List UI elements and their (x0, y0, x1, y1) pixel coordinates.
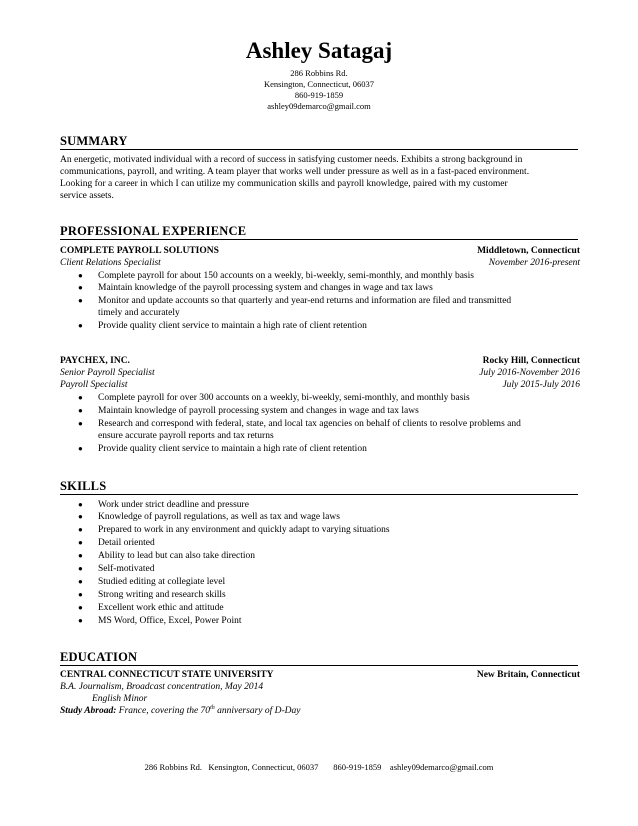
degree: B.A. Journalism, Broadcast concentration, May 2014 (60, 682, 264, 692)
job-location: Rocky Hill, Connecticut (482, 356, 580, 366)
page-footer: 286 Robbins Rd. Kensington, Connecticut, 06037 860-919-1859 ashley09demarco@gmail.com (144, 762, 494, 772)
bullet-icon: ● (78, 283, 83, 292)
job-role (60, 257, 580, 269)
bullet-icon: ● (78, 393, 83, 402)
summary-line: communications, payroll, and writing. A team player that works well under pressure as well as in a fast-paced environment. (60, 167, 530, 177)
skills-heading: SKILLS (60, 479, 107, 493)
experience-heading: PROFESSIONAL EXPERIENCE (60, 224, 247, 238)
bullet-icon: ● (78, 538, 83, 547)
bullet-icon: ● (78, 564, 83, 573)
header-city: Kensington, Connecticut, 06037 (263, 79, 374, 89)
job-header (60, 245, 580, 257)
bullet-icon: ● (78, 590, 83, 599)
job-role (60, 367, 580, 379)
minor-row (60, 693, 580, 705)
role-dates: July 2015-July 2016 (502, 380, 580, 390)
school-location: New Britain, Connecticut (476, 670, 580, 680)
study-abroad-label: Study Abroad: (60, 706, 117, 716)
summary-line: An energetic, motivated individual with a record of success in satisfying customer needs. Exhibits a strong background in (60, 155, 523, 165)
job-company: COMPLETE PAYROLL SOLUTIONS (60, 246, 219, 256)
education-rule (60, 665, 578, 666)
job-company: PAYCHEX, INC. (60, 356, 130, 366)
education-heading: EDUCATION (60, 650, 138, 664)
role-title: Senior Payroll Specialist (60, 368, 155, 378)
bullet-icon: ● (78, 525, 83, 534)
minor: English Minor (92, 694, 148, 704)
header-email: ashley09demarco@gmail.com (267, 101, 371, 111)
job-role (60, 379, 580, 391)
resume-page: Ashley Satagaj 286 Robbins Rd. Kensington, Connecticut, 06037 860-919-1859 ashley09demarco@gmail.com SUMMARY An energetic, motivated individual with a record of success in satisfying customer needs. Exhibits a strong background in communications, payroll, and writing. A team player that works well under pressure as well as in a fast-paced environment. Looking for a career in which I can utilize my communication skills and payroll knowledge, paired with my customer service assets. PROFESSIONAL EXPERIENCE COMPLETE PAYROLL SOLUTIONS Middletown, Connecticut Client Relations Specialist November 2016-present ● Complete payroll for about 150 accounts on a weekly, bi-weekly, semi-monthly, and monthly basis ● Maintain knowledge of the payroll processing system and changes in wage and tax laws ● Monitor and update accounts so that quarterly and year-end returns and information are filed and transmitted timely and accurately ● Provide quality client service to maintain a high rate of client retention PAYCHEX, INC. Rocky Hill, Connecticut Senior Payroll Specialist July 2016-November 2016 Payroll Specialist July 2015-July 2016 ● Complete payroll for over 300 accounts on a weekly, bi-weekly, semi-monthly, and monthly basis ● Maintain knowledge of payroll processing system and changes in wage and tax laws ● Research and correspond with federal, state, and local tax agencies on behalf of clients to resolve problems and ensure accurate payroll reports and tax returns ● Provide quality client service to maintain a high rate of client retention SKILLS ● Work under strict deadline and pressure ● Knowledge of payroll regulations, as well as tax and wage laws ● Prepared to work in any environment and quickly adapt to varying situations ● Detail oriented ● Ability to lead but can also take direction ● Self-motivated ● Studied editing at collegiate level ● Strong writing and research skills ● Excellent work ethic and attitude ● MS Word, Office, Excel, Power Point EDUCATION CENTRAL CONNECTICUT STATE UNIVERSITY New Britain, Connecticut B.A. Journalism, Broadcast concentration, May 2014 English Minor Study Abroad: France, covering the 70th anniversary of D-Day 286 Robbins Rd. Kensington, Connecticut, 06037 860-919-1859 ashley09demarco@gmail.com (0, 0, 638, 826)
bullet-icon: ● (78, 406, 83, 415)
bullet-icon: ● (78, 321, 83, 330)
school-name: CENTRAL CONNECTICUT STATE UNIVERSITY (60, 670, 274, 680)
study-abroad: Study Abroad: France, covering the 70th anniversary of D-Day (60, 704, 301, 716)
summary-line: service assets. (60, 191, 114, 201)
role-dates: November 2016-present (488, 258, 580, 268)
header-phone: 860-919-1859 (294, 90, 344, 100)
study-abroad-row (60, 705, 580, 717)
bullet-icon: ● (78, 444, 83, 453)
summary-heading: SUMMARY (60, 134, 128, 148)
bullet-icon: ● (78, 500, 83, 509)
skills-rule (60, 494, 578, 495)
bullet-icon: ● (78, 296, 83, 305)
bullet-icon: ● (78, 603, 83, 612)
bullet-icon: ● (78, 512, 83, 521)
job-header (60, 355, 580, 367)
role-dates: July 2016-November 2016 (479, 368, 580, 378)
education-header (60, 669, 580, 681)
bullet-icon: ● (78, 616, 83, 625)
bullet-icon: ● (78, 419, 83, 428)
bullet-icon: ● (78, 551, 83, 560)
header-address: 286 Robbins Rd. (290, 68, 348, 78)
summary-line: Looking for a career in which I can utilize my communication skills and payroll knowledge, paired with my customer (60, 179, 508, 189)
resume-name: Ashley Satagaj (245, 38, 393, 63)
degree-row (60, 681, 580, 693)
summary-rule (60, 149, 578, 150)
role-title: Payroll Specialist (60, 380, 128, 390)
experience-rule (60, 239, 578, 240)
bullet-icon: ● (78, 271, 83, 280)
job-location: Middletown, Connecticut (477, 246, 580, 256)
bullet-icon: ● (78, 577, 83, 586)
role-title: Client Relations Specialist (60, 258, 161, 268)
